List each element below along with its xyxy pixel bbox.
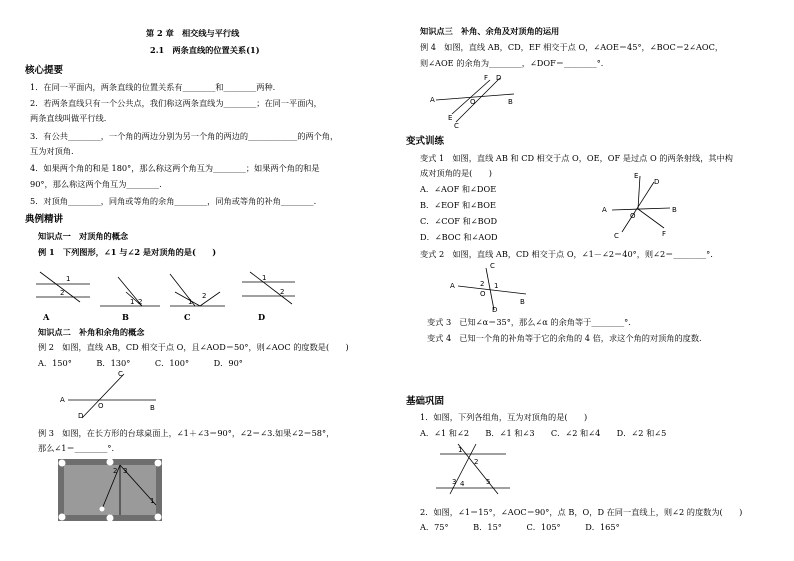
variant-3: 变式 3 已知∠α＝35°，那么∠α 的余角等于________°. — [427, 317, 631, 327]
option-b: B — [122, 312, 129, 322]
v1-label-f: F — [662, 230, 667, 238]
v2-label-o: O — [480, 290, 486, 298]
v1-label-o: O — [630, 212, 636, 220]
v2-label-a: A — [450, 282, 455, 290]
variant-1-option-b: B．∠EOF 和∠BOE — [420, 200, 496, 210]
variant-2: 变式 2 如图，直线 AB，CD 相交于点 O，∠1－∠2＝40°，则∠2＝________°. — [420, 249, 713, 259]
example-4-line-2: 则∠AOE 的余角为________，∠DOF＝________°. — [420, 58, 604, 68]
fig2-label-a: A — [60, 396, 65, 404]
core-item-1: 1．在同一平面内，两条直线的位置关系有________和________两种. — [30, 82, 276, 92]
core-item-3-cont: 互为对顶角. — [30, 146, 74, 156]
fig2-label-o: O — [98, 402, 104, 410]
v2-label-b: B — [520, 298, 525, 306]
fig-d-label-2: 2 — [280, 288, 285, 296]
billiard-label-2: 2 — [113, 467, 118, 475]
question-1-figure — [430, 440, 514, 496]
billiard-label-3: 3 — [123, 467, 128, 475]
fig-b-label-2: 2 — [138, 298, 143, 306]
fig4-label-e: E — [448, 114, 453, 122]
billiard-table-figure — [58, 459, 162, 521]
example-2-figure — [60, 368, 160, 420]
fig-b-label-1: 1 — [130, 298, 135, 306]
variant-1-option-a: A．∠AOF 和∠DOE — [420, 184, 497, 194]
core-item-3: 3．有公共________，一个角的两边分别为另一个角的两边的____________的两个角， — [30, 131, 339, 141]
example-1: 例 1 下列图形，∠1 与∠2 是对顶角的是( ) — [38, 247, 217, 257]
fig2-label-c: C — [118, 370, 123, 378]
fig-c-label-1: 1 — [188, 298, 193, 306]
fig4-label-c: C — [454, 122, 459, 130]
typical-examples-heading: 典例精讲 — [25, 214, 64, 225]
q1-label-5: 5 — [486, 478, 491, 486]
core-item-5: 5．对顶角________，同角或等角的余角________，同角或等角的补角________. — [30, 196, 317, 206]
knowledge-point-2: 知识点二 补角和余角的概念 — [38, 327, 145, 337]
v2-label-d: D — [492, 306, 498, 312]
v2-label-2: 2 — [480, 280, 485, 288]
v2-label-1: 1 — [494, 282, 499, 290]
example-2-options: A．150° B．130° C．100° D．90° — [38, 358, 243, 368]
fig-c-label-2: 2 — [202, 292, 207, 300]
example-4-line-1: 例 4 如图，直线 AB，CD，EF 相交于点 O，∠AOE＝45°，∠BOC＝2∠AOC， — [420, 42, 724, 52]
core-item-2: 2．若两条直线只有一个公共点，我们称这两条直线为________；在同一平面内， — [30, 98, 322, 108]
fig-d-label-1: 1 — [262, 274, 267, 282]
section-title: 2.1 两条直线的位置关系(1) — [150, 45, 260, 55]
fig4-label-a: A — [430, 96, 435, 104]
billiard-label-1: 1 — [150, 497, 155, 505]
fig4-label-d: D — [496, 74, 502, 82]
v1-label-e: E — [634, 172, 639, 180]
v2-label-c: C — [490, 262, 495, 270]
variant-2-figure — [450, 262, 530, 312]
option-d: D — [258, 312, 266, 322]
question-2: 2．如图，∠1＝15°，∠AOC＝90°，点 B，O，D 在同一直线上，则∠2 的度数为( ) — [420, 507, 743, 517]
variant-1-option-c: C．∠COF 和∠BOD — [420, 216, 498, 226]
example-3-line-1: 例 3 如图，在长方形的台球桌面上，∠1＋∠3＝90°，∠2＝∠3.如果∠2＝58°， — [38, 428, 335, 438]
variant-1-line-1: 变式 1 如图，直线 AB 和 CD 相交于点 O，OE，OF 是过点 O 的两条射线，其中构 — [420, 153, 733, 163]
v1-label-c: C — [614, 232, 619, 240]
variant-4: 变式 4 已知一个角的补角等于它的余角的 4 倍，求这个角的对顶角的度数. — [427, 333, 702, 343]
chapter-title: 第 2 章 相交线与平行线 — [146, 28, 240, 38]
question-2-options: A．75° B．15° C．105° D．165° — [420, 522, 620, 532]
fig4-label-f: F — [484, 74, 489, 82]
drill-heading: 变式训练 — [406, 136, 445, 147]
knowledge-point-1: 知识点一 对顶角的概念 — [38, 231, 129, 241]
fig-a-label-1: 1 — [66, 275, 71, 283]
variant-1-option-d: D．∠BOC 和∠AOD — [420, 232, 498, 242]
knowledge-point-3: 知识点三 补角、余角及对顶角的运用 — [420, 26, 560, 36]
q1-label-3: 3 — [452, 478, 457, 486]
fig4-label-o: O — [470, 98, 476, 106]
v1-label-b: B — [672, 206, 677, 214]
option-c: C — [184, 312, 191, 322]
q1-label-4: 4 — [460, 480, 465, 488]
fig2-label-b: B — [150, 404, 155, 412]
core-item-2-cont: 两条直线叫做平行线. — [30, 113, 107, 123]
example-3-line-2: 那么∠1＝________°. — [38, 443, 115, 453]
question-1: 1．如图，下列各组角，互为对顶角的是( ) — [420, 412, 588, 422]
q1-label-2: 2 — [474, 458, 479, 466]
question-1-options: A．∠1 和∠2 B．∠1 和∠3 C．∠2 和∠4 D．∠2 和∠5 — [420, 428, 667, 438]
variant-1-figure — [598, 170, 684, 240]
variant-1-line-2: 成对顶角的是( ) — [420, 168, 492, 178]
fig4-label-b: B — [508, 98, 513, 106]
fig-a-label-2: 2 — [60, 289, 65, 297]
option-a: A — [43, 312, 50, 322]
q1-label-1: 1 — [458, 446, 463, 454]
core-item-4-cont: 90°，那么称这两个角互为________. — [30, 179, 162, 189]
fig2-label-d: D — [78, 412, 84, 420]
example-4-figure — [428, 74, 516, 130]
basic-practice-heading: 基础巩固 — [406, 396, 445, 407]
core-summary-heading: 核心提要 — [25, 65, 64, 76]
v1-label-a: A — [602, 206, 607, 214]
v1-label-d: D — [654, 178, 660, 186]
example-2: 例 2 如图，直线 AB，CD 相交于点 O，且∠AOD＝50°，则∠AOC 的度数是( ) — [38, 342, 349, 352]
core-item-4: 4．如果两个角的和是 180°，那么称这两个角互为________；如果两个角的和是 — [30, 163, 320, 173]
